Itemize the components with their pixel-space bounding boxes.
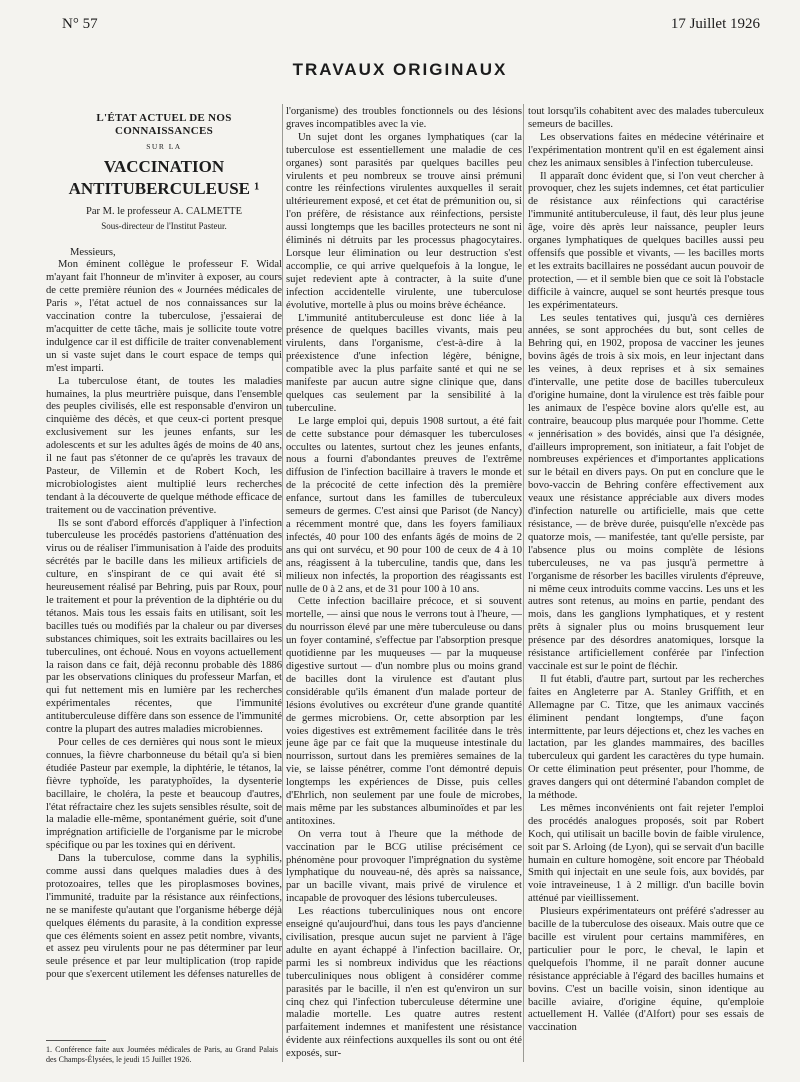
column-divider bbox=[282, 104, 283, 1062]
paragraph: L'immunité antituberculeuse est donc liée à la présence de quelques bacilles vivants, mais peu virulents, dans l'organisme, c'est-à-dire à la préexistence d'une infection légère, bénigne, compatible avec la plus parfaite santé et qui ne se manifeste par aucun autre signe clinique que, dans quelques cas seulement par la sensibilité à la tuberculine. bbox=[286, 312, 522, 414]
paragraph: Mon éminent collègue le professeur F. Widal m'ayant fait l'honneur de m'inviter à exposer, au cours de cette première réunion des « Journées médicales de Paris », l'état actuel de nos connaissances sur la vaccination contre la tuberculose, j'essaierai de m'acquitter de cette tâche, mais je sollicite toute votre indulgence car il est difficile de traiter convenablement un si vaste sujet dans le court espace de temps qui m'est imparti. bbox=[46, 259, 282, 374]
paragraph: Les seules tentatives qui, jusqu'à ces dernières années, se sont approchées du but, sont celles de Behring qui, en 1902, proposa de vacciner les jeunes bovins âgés de trois à six mois, en leur injectant dans les veines, à deux reprises et à six semaines d'intervalle, une petite dose de bacilles tuberculeux d'origine humaine, dont la virulence est très faible pour les animaux de l'espèce bovine alors qu'elle est, au contraire, beaucoup plus marquée pour l'homme. Cette « jennérisation » des bovidés, ainsi que l'a désignée, d'ailleurs improprement, son initiateur, a fait l'objet de nombreuses expériences et d'importantes applications sur le bétail en divers pays. On put en conclure que le bovo-vaccin de Behring confère effectivement aux veaux une résistance appréciable aux divers modes d'infection naturelle ou artificielle, mais que cette résistance, — de brève durée, puisqu'elle n'excède pas quatorze mois, — manifestée, tant qu'elle persiste, par l'absence plus ou moins complète de lésions tuberculeuses, ne va pas jusqu'à permettre à l'organisme de résorber les bacilles virulents d'épreuve, ni même ceux introduits comme vaccins. Les uns et les autres sont retenus, au moins en partie, pendant des mois, dans les ganglions lymphatiques, et y restent prêts à signaler plus ou moins brusquement leur présence par des désordres anatomiques, lorsque la résistance artificiellement conférée par l'infection vaccinale est sur le point de fléchir. bbox=[528, 312, 764, 672]
paragraph: l'organisme) des troubles fonctionnels ou des lésions graves incompatibles avec la vie. bbox=[286, 106, 522, 130]
author-role: Sous-directeur de l'Institut Pasteur. bbox=[101, 220, 227, 231]
paragraph: Il apparaît donc évident que, si l'on veut chercher à provoquer, chez les sujets indemnes, cet état particulier de résistance aux réinfections qui caractérise l'immunité antituberculeuse, il faut, dès leur plus jeune âge, voire dès après leur naissance, peupler leurs organes lymphatiques de quelques bacilles aussi peu offensifs que possible et vivants, — les bacilles morts et les extraits bacillaires ne possédant aucun pouvoir de protection, — et il semble bien que ce soit là l'obstacle difficile à vaincre, auquel se sont heurtés presque tous les expérimentateurs. bbox=[528, 170, 764, 311]
article-title-line3: ANTITUBERCULEUSE ¹ bbox=[68, 178, 260, 198]
text-column-1 bbox=[46, 106, 282, 1066]
paragraph: Un sujet dont les organes lymphatiques (car la tuberculose est essentiellement une maladie de ces organes) sont parasités par quelques bacilles peu virulents et peu nombreux se trouve ainsi prémuni contre les réinfections virulentes auxquelles il serait ultérieurement exposé, et cet état de prémunition ou, si l'on préfère, de résistance aux réinfections, persiste aussi longtemps que les bacilles protecteurs ne sont ni éliminés ni détruits par les processus phagocytaires. Lorsque leur élimination ou leur destruction s'est accomplie, ce qui arrive quelquefois à la longue, le sujet redevient apte à contracter, à la suite d'une infection accidentelle virulente, une tuberculose évolutive, mortelle à plus ou moins brève échéance. bbox=[286, 131, 522, 311]
paragraph: Les mêmes inconvénients ont fait rejeter l'emploi des procédés analogues proposés, soit par Robert Koch, qui utilisait un bacille bovin de faible virulence, soit par S. Arloing (de Lyon), qui se servait d'un bacille humain en culture homogène, soit encore par Théobald Smith qui injectait en une seule fois, aux bovidés, par voie intraveineuse, 1 à 2 milligr. d'un bacille bovin atténué par vieillissement. bbox=[528, 802, 764, 905]
paragraph: On verra tout à l'heure que la méthode de vaccination par le BCG utilise précisément ce phénomène pour provoquer l'imprégnation du système lymphatique du nouveau-né, dès après sa naissance, par un bacille vivant, mais privé de virulence et incapable de provoquer des lésions tuberculeuses. bbox=[286, 828, 522, 905]
article-heading bbox=[46, 112, 282, 233]
paragraph: Plusieurs expérimentateurs ont préféré s'adresser au bacille de la tuberculose des oiseaux. Mais outre que ce bacille est virulent pour certains mammifères, en particulier pour le porc, le cheval, le lapin et quelquefois l'homme, il ne paraît donner aucune résistance appréciable à l'égard des bacilles humains et bovins. C'est un bacille voisin, sinon identique au bacille aviaire, d'origine équine, qu'emploie actuellement H. Vallée (d'Alfort) pour ses essais de vaccination bbox=[528, 906, 764, 1034]
footnote: 1. Conférence faite aux Journées médicales de Paris, au Grand Palais des Champs-Élysées, le jeudi 15 Juillet 1926. bbox=[46, 1045, 278, 1064]
article-author: Par M. le professeur A. CALMETTE bbox=[85, 205, 242, 217]
section-title: TRAVAUX ORIGINAUX bbox=[292, 60, 508, 79]
paragraph: La tuberculose étant, de toutes les maladies humaines, la plus meurtrière puisque, dans l'ensemble des peuples civilisés, elle est responsable d'environ un cinquième des décès, et que ceux-ci portent presque exclusivement sur les jeunes enfants, sur les adolescents et sur les adultes âgés de moins de 40 ans, il ne faut pas s'étonner de ce qu'après les travaux de Pasteur, de Villemin et de Robert Koch, les microbiologistes aient multiplié leurs recherches tendant à la découverte de quelque méthode efficace de traitement ou de vaccination préventive. bbox=[46, 375, 282, 516]
page-header bbox=[0, 16, 800, 38]
text-column-3 bbox=[528, 106, 764, 1066]
paragraph: Les réactions tuberculiniques nous ont encore enseigné qu'aujourd'hui, dans tous les pays d'ancienne civilisation, presque aucun sujet ne parvient à l'âge adulte en ayant échappé à l'infection bacillaire. Or, parmi les si nombreux individus que les réactions tuberculiniques nous obligent à considérer comme parasités par le bacille, il n'en est qu'environ un sur cinq chez qui l'infection tuberculeuse détermine une maladie mortelle. Les quatre autres restent parfaitement indemnes et manifestent une résistance évidente aux réinfections auxquelles ils sont ou ont été exposés, sur- bbox=[286, 906, 522, 1060]
article-title-line2: VACCINATION bbox=[103, 156, 225, 176]
issue-number: N° 57 bbox=[62, 16, 98, 32]
article-title-sur: SUR LA bbox=[146, 141, 182, 151]
paragraph: Dans la tuberculose, comme dans la syphilis, comme aussi dans quelques maladies dues à des protozoaires, telles que les piroplasmoses bovines, l'immunité, traduite par la résistance aux réinfections, ne se manifeste qu'autant que l'organisme héberge déjà quelques éléments du parasite, à la condition expresse que ces éléments soient en assez petit nombre, vivants, et assez peu virulents pour ne pas déterminer par leur seule présence et par leur multiplication (trop rapide pour que s'exercent utilement les défenses naturelles de bbox=[46, 853, 282, 981]
paragraph: tout lorsqu'ils cohabitent avec des malades tuberculeux semeurs de bacilles. bbox=[528, 106, 764, 130]
paragraph: Ils se sont d'abord efforcés d'appliquer à l'infection tuberculeuse les procédés pastoriens d'atténuation des virus ou de réaliser l'immunisation à l'aide des produits sécrétés par le bacille dans les milieux artificiels de culture, en s'inspirant de ce qui avait été si heureusement réalisé par Behring, puis par Roux, pour le traitement et pour la prévention de la diphtérie ou du tétanos. Mais tous les essais faits en utilisant, soit les bacilles tués ou modifiés par la chaleur ou par diverses substances chimiques, soit les extraits bacillaires ou les tuberculines, ont échoué. Nous en voyons actuellement la raison dans ce fait, déjà reconnu probable dès 1886 par les observations cliniques du professeur Marfan, et qui fut nettement mis en lumière par les recherches expérimentales récentes, que l'immunité antituberculeuse diffère dans son essence de l'immunité contre la plupart des autres maladies microbiennes. bbox=[46, 517, 282, 736]
salutation: Messieurs, bbox=[70, 246, 116, 258]
paragraph: Les observations faites en médecine vétérinaire et l'expérimentation montrent qu'il en est également ainsi chez les animaux sensibles à l'infection tuberculeuse. bbox=[528, 131, 764, 169]
article-title-line1: L'ÉTAT ACTUEL DE NOS CONNAISSANCES bbox=[96, 112, 232, 137]
paragraph: Il fut établi, d'autre part, surtout par les recherches faites en Angleterre par A. Stanley Griffith, et en Allemagne par C. Titze, que les animaux vaccinés éliminent pendant longtemps, d'une façon intermittente, par leurs déjections et, chez les vaches en lactation, par les glandes mammaires, des bacilles tuberculeux qui gardent les caractères du type humain. Or cette élimination peut présenter, pour l'homme, de graves dangers qui ont déterminé l'abandon complet de la méthode. bbox=[528, 673, 764, 802]
text-column-2 bbox=[286, 106, 522, 1066]
paragraph: Cette infection bacillaire précoce, et si souvent mortelle, — ainsi que nous le verrons tout à l'heure, — du nourrisson élevé par une mère tuberculeuse ou dans un foyer contaminé, s'effectue par l'absorption presque quotidienne par les muqueuses — par la muqueuse digestive surtout — d'un nombre plus ou moins grand de bacilles dont la virulence est d'autant plus considérable qu'ils émanent d'un malade porteur de lésions évolutives ou excréteur d'une grande quantité de germes microbiens. Or, cette absorption par les voies digestives est extrêmement facilitée dans le très jeune âge par ce fait que la muqueuse intestinale du nourrisson, surtout dans les premières semaines de la vie, se laisse pénétrer, comme l'ont démontré depuis longtemps les expériences de Disse, puis celles d'Ehrlich, non seulement par une foule de microbes, mais même par les substances albuminoïdes et par les antitoxines. bbox=[286, 596, 522, 827]
paragraph: Le large emploi qui, depuis 1908 surtout, a été fait de cette substance pour démasquer les tuberculoses occultes ou latentes, surtout chez les jeunes enfants, nous a fourni d'abondantes preuves de l'extrême diffusion de l'infection bacillaire à travers le monde et de la précocité de cette infection dès la première enfance, surtout dans les familles de tuberculeux semeurs de germes. C'est ainsi que Parisot (de Nancy) a récemment montré que, dans les foyers familiaux infectés, 40 pour 100 des enfants âgés de moins de 2 ans qui ont survécu, et 90 pour 100 de ceux de 4 à 10 ans, réagissent à la tuberculine, tandis que, dans les milieux non infectés, la proportion des réagissants est nulle de 0 à 2 ans, et de 31 pour 100 à 10 ans. bbox=[286, 415, 522, 595]
footnote-rule bbox=[46, 1040, 106, 1041]
column-divider bbox=[523, 104, 524, 1062]
issue-date: 17 Juillet 1926 bbox=[670, 16, 760, 32]
paragraph: Pour celles de ces dernières qui nous sont le mieux connues, la fièvre charbonneuse du bétail qu'a si bien étudiée Pasteur par exemple, la diphtérie, le tétanos, la fièvre typhoïde, les paratyphoïdes, la dysenterie bacillaire, le choléra, la peste et beaucoup d'autres, l'état réfractaire chez les sujets sensibles résulte, soit de la maladie elle-même, spontanément guérie, soit d'une imprégnation artificielle de l'organisme par le microbe spécifique ou par les toxines qui en dérivent. bbox=[46, 736, 282, 852]
